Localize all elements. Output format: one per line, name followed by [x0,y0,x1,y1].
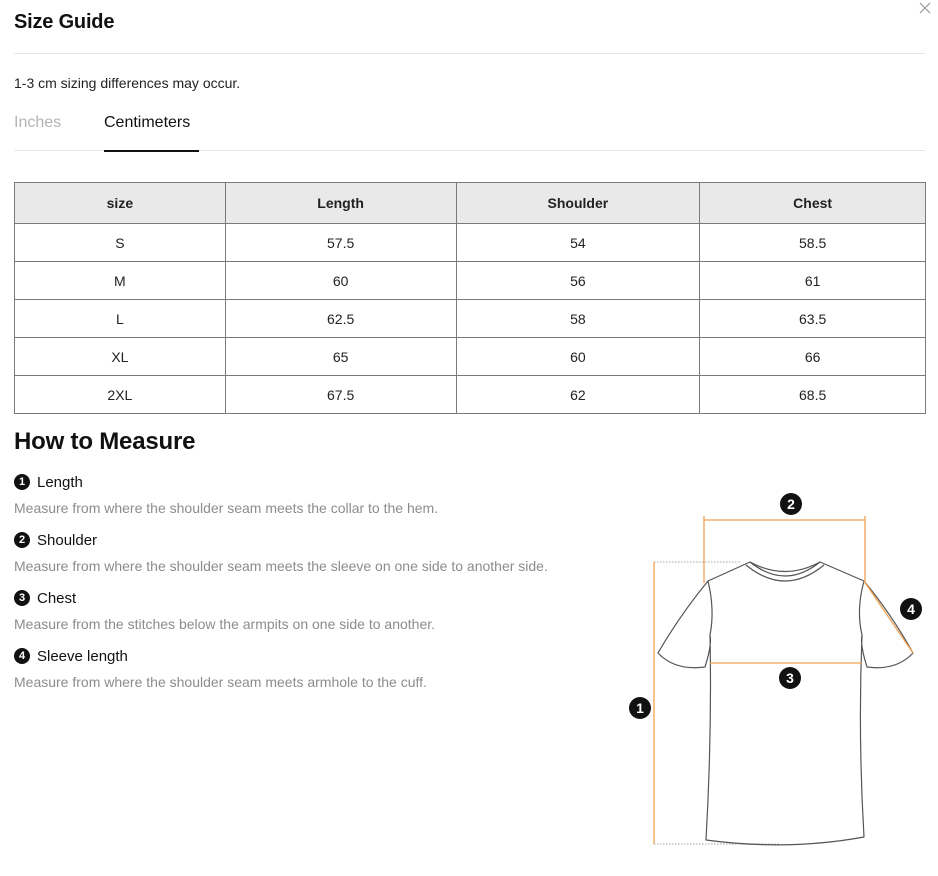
table-cell: 66 [700,338,926,376]
how-to-measure-title: How to Measure [14,428,196,455]
svg-text:1: 1 [636,700,644,716]
table-cell: 61 [700,262,926,300]
svg-text:4: 4 [907,601,915,617]
table-cell: 67.5 [225,376,456,414]
table-cell: 58.5 [700,224,926,262]
measure-description: Measure from where the shoulder seam meets the collar to the hem. [14,500,439,516]
number-badge-icon: 3 [14,590,30,606]
column-header-chest: Chest [700,183,926,224]
marker-chest [779,667,801,689]
svg-text:2: 2 [787,496,795,512]
table-cell: 56 [456,262,700,300]
divider [14,53,925,54]
table-cell: 57.5 [225,224,456,262]
table-cell: L [15,300,226,338]
table-cell: 60 [225,262,456,300]
marker-length [629,697,651,719]
number-badge-icon: 2 [14,532,30,548]
table-row [15,262,926,300]
number-badge-icon: 4 [14,648,30,664]
column-header-shoulder: Shoulder [456,183,700,224]
measure-item-length [14,472,438,516]
table-cell: 2XL [15,376,226,414]
measure-item-sleeve-length [14,646,427,690]
measure-description: Measure from where the shoulder seam meets armhole to the cuff. [14,674,427,690]
table-cell: 68.5 [700,376,926,414]
column-header-size: size [15,183,226,224]
table-cell: 62.5 [225,300,456,338]
table-cell: 54 [456,224,700,262]
tab-inches[interactable]: Inches [14,114,62,131]
table-row [15,224,926,262]
table-cell: 65 [225,338,456,376]
measure-item-chest [14,588,435,632]
table-cell: M [15,262,226,300]
dialog-title: Size Guide [14,11,115,33]
table-cell: S [15,224,226,262]
table-row [15,338,926,376]
table-cell: 60 [456,338,700,376]
svg-text:3: 3 [786,670,794,686]
measure-description: Measure from the stitches below the armpits on one side to another. [14,616,436,632]
table-cell: 58 [456,300,700,338]
size-table [14,182,926,414]
marker-shoulder [780,493,802,515]
table-cell: XL [15,338,226,376]
table-row [15,300,926,338]
measure-item-shoulder [14,530,548,574]
measure-description: Measure from where the shoulder seam meets the sleeve on one side to another side. [14,558,548,574]
tab-centimeters[interactable]: Centimeters [104,114,199,151]
measure-label: Sleeve length [37,647,128,665]
measure-label: Shoulder [37,531,98,549]
sizing-note: 1-3 cm sizing differences may occur. [14,75,241,91]
close-icon[interactable] [917,0,933,16]
tshirt-diagram [620,485,938,855]
tshirt-icon [658,562,913,845]
table-row [15,376,926,414]
unit-tabs [14,104,925,151]
table-cell: 62 [456,376,700,414]
marker-sleeve-length [900,598,922,620]
measure-label: Length [37,473,83,491]
table-cell: 63.5 [700,300,926,338]
column-header-length: Length [225,183,456,224]
number-badge-icon: 1 [14,474,30,490]
table-header-row [15,183,926,224]
measure-label: Chest [37,589,77,607]
